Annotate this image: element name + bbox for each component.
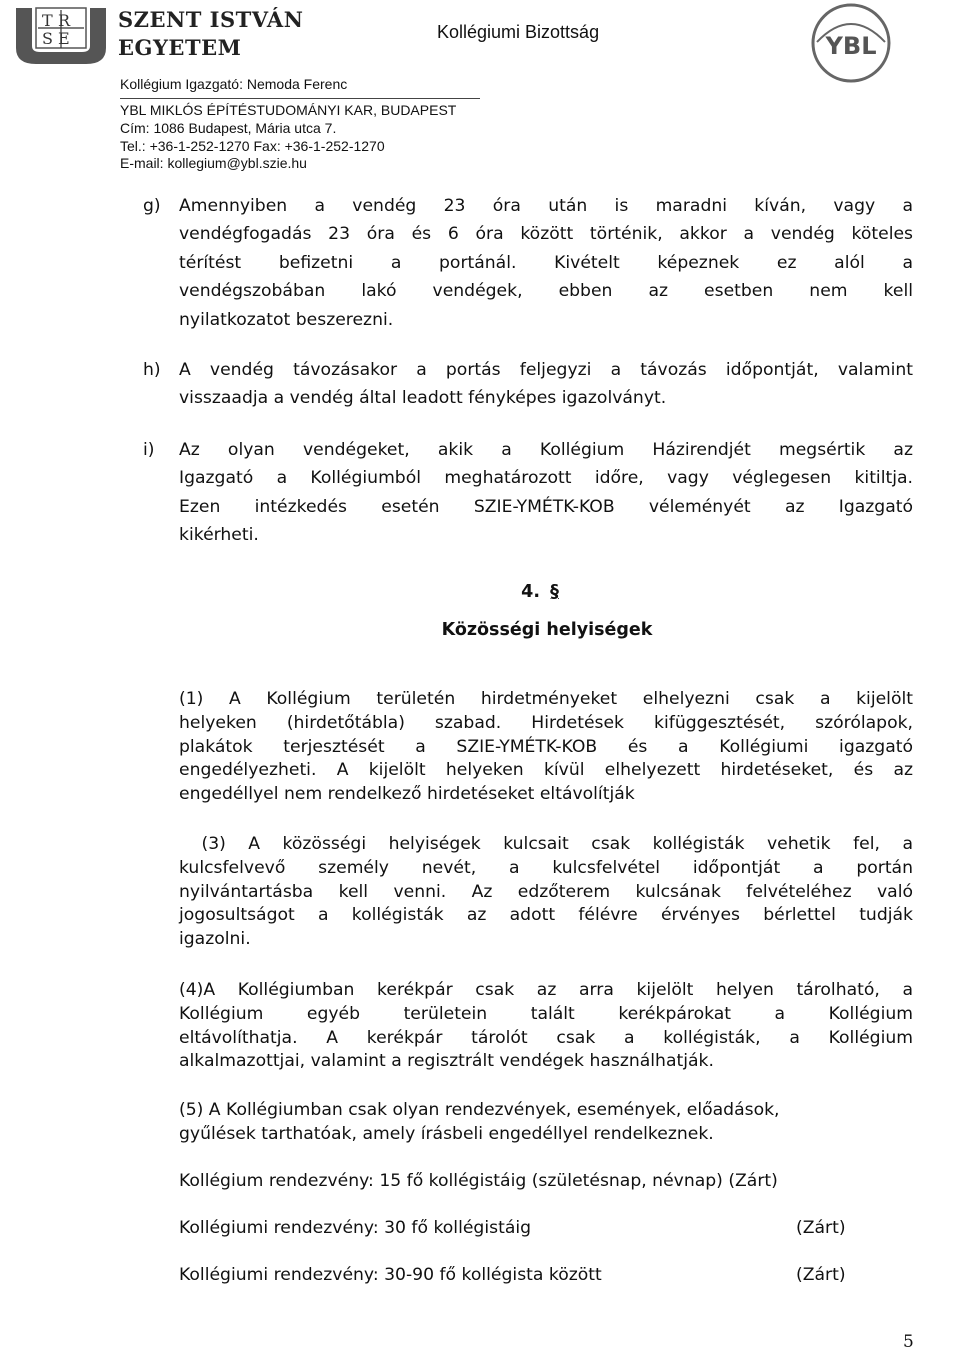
event-type-30-90: Kollégiumi rendezvény: 30-90 fő kollégista között [179, 1265, 602, 1285]
text-line: térítést befizetni a portánál. Kivételt képeznek ez alól a [179, 252, 913, 273]
university-name-line1: SZENT ISTVÁN [118, 7, 304, 32]
text-line: (3) A közösségi helyiségek kulcsait csak kollégisták vehetik fel, a [179, 834, 913, 854]
ybl-logo-text: YBL [825, 32, 877, 60]
text-line: engedélyezheti. A kijelölt helyeken kívül elhelyezett hirdetéseket, és az [179, 760, 913, 781]
list-item-text [179, 356, 913, 413]
text-line: Kollégium egyéb területein talált kerékpárokat a Kollégium [179, 1003, 913, 1024]
list-item-text [179, 192, 913, 334]
page-number: 5 [903, 1332, 914, 1352]
text-line: vendégfogadás 23 óra és 6 óra között történik, akkor a vendég köteles [179, 224, 913, 245]
faculty-line: YBL MIKLÓS ÉPÍTÉSTUDOMÁNYI KAR, BUDAPEST [120, 102, 457, 118]
text-line: (1) A Kollégium területén hirdetményeket elhelyezni csak a kijelölt [179, 689, 913, 709]
text-line: (4)A Kollégiumban kerékpár csak az arra kijelölt helyen tárolható, a [179, 980, 913, 1000]
university-logo [12, 4, 110, 66]
text-line: engedéllyel nem rendelkező hirdetéseket eltávolítják [179, 784, 635, 805]
text-line: eltávolíthatja. A kerékpár tárolót csak a kollégisták, a Kollégium [179, 1027, 913, 1048]
svg-text:R: R [58, 11, 71, 30]
text-line: visszaadja a vendég által leadott fényképes igazolványt. [179, 388, 667, 409]
section-number-text: 4. [521, 582, 540, 602]
event-type-15: Kollégium rendezvény: 15 fő kollégistáig (születésnap, névnap) (Zárt) [179, 1171, 778, 1191]
section-title: Közösségi helyiségek [441, 620, 653, 640]
text-line: plakátok terjesztését a SZIE-YMÉTK-KOB és a Kollégiumi igazgató [179, 736, 913, 757]
svg-text:T: T [42, 11, 53, 30]
text-line: alkalmazottjai, valamint a regisztrált vendégek használhatják. [179, 1051, 714, 1072]
paragraph-1 [179, 688, 913, 807]
list-marker: i) [143, 440, 155, 460]
text-line: A vendég távozásakor a portás feljegyzi a távozás időpontját, valamint [179, 360, 913, 380]
ybl-logo [805, 2, 897, 84]
section-symbol: § [550, 582, 559, 602]
text-line: (5) A Kollégiumban csak olyan rendezvények, események, előadások, [179, 1100, 780, 1120]
text-line: kulcsfelvevő személy nevét, a kulcsfelvétel időpontját a portán [179, 857, 913, 878]
paragraph-3 [179, 833, 913, 952]
text-line: helyeken (hirdetőtábla) szabad. Hirdetések kifüggesztését, szórólapok, [179, 712, 913, 733]
section-number [0, 582, 960, 602]
text-line: Amennyiben a vendég 23 óra után is maradni kíván, vagy a [179, 196, 913, 216]
svg-text:S: S [42, 29, 53, 48]
event-status-30: (Zárt) [796, 1218, 846, 1238]
svg-text:E: E [58, 29, 70, 48]
committee-title: Kollégiumi Bizottság [437, 22, 600, 42]
list-item-text [179, 436, 913, 550]
list-marker: g) [143, 196, 161, 216]
text-line: Igazgató a Kollégiumból meghatározott időre, vagy véglegesen kitiltja. [179, 468, 913, 489]
text-line: vendégszobában lakó vendégek, ebben az esetben nem kell [179, 281, 913, 302]
text-line: gyűlések tarthatóak, amely írásbeli engedéllyel rendelkeznek. [179, 1123, 714, 1144]
paragraph-5 [179, 1099, 913, 1147]
university-name [118, 8, 303, 65]
director-line: Kollégium Igazgató: Nemoda Ferenc [120, 76, 348, 92]
event-type-30: Kollégiumi rendezvény: 30 fő kollégistáig [179, 1218, 532, 1238]
address-line: Cím: 1086 Budapest, Mária utca 7. [120, 120, 337, 136]
text-line: kikérheti. [179, 525, 259, 546]
university-name-line2: EGYETEM [118, 35, 242, 61]
list-item-g [143, 192, 913, 337]
text-line: nyilatkozatot beszerezni. [179, 309, 394, 330]
text-line: jogosultságot a kollégisták az adott félévre érvényes bérlettel tudják [179, 905, 913, 926]
list-item-h [143, 356, 913, 416]
text-line: Ezen intézkedés esetén SZIE-YMÉTK-KOB véleményét az Igazgató [179, 496, 913, 517]
event-status-30-90: (Zárt) [796, 1265, 846, 1285]
header-divider [120, 98, 480, 99]
text-line: nyilvántartásba kell venni. Az edzőterem kulcsának felvételéhez való [179, 881, 913, 902]
list-marker: h) [143, 360, 161, 380]
phone-line: Tel.: +36-1-252-1270 Fax: +36-1-252-1270 [120, 138, 385, 154]
text-line: Az olyan vendégeket, akik a Kollégium Házirendjét megsértik az [179, 440, 913, 460]
list-item-i [143, 436, 913, 554]
email-line: E-mail: kollegium@ybl.szie.hu [120, 155, 307, 171]
paragraph-4 [179, 979, 913, 1074]
text-line: igazolni. [179, 929, 251, 950]
